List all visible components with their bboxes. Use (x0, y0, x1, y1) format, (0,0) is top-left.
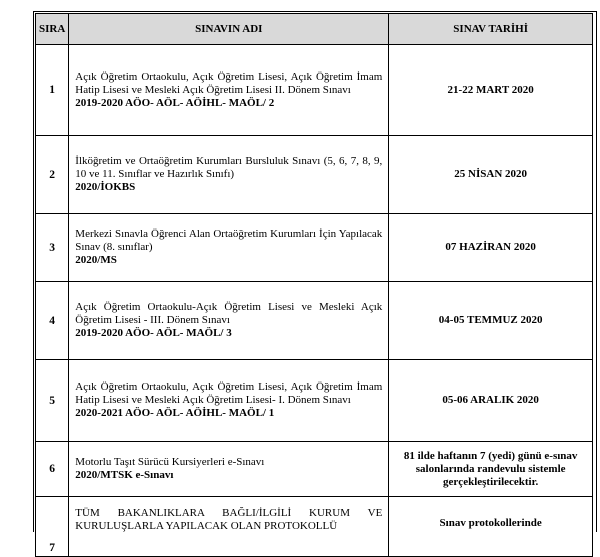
exam-description: Açık Öğretim Ortaokulu, Açık Öğretim Lisesi, Açık Öğretim İmam Hatip Lisesi ve Mesleki Açık Öğretim Lisesi- I. Dönem Sınavı (75, 381, 383, 406)
header-exam-date: SINAV TARİHİ (389, 14, 593, 45)
exam-description: TÜM BAKANLIKLARA BAĞLI/İLGİLİ KURUM VE KURULUŞLARLA YAPILACAK OLAN PROTOKOLLÜ (75, 507, 383, 532)
exam-date: Sınav protokollerinde (389, 497, 593, 557)
exam-date: 04-05 TEMMUZ 2020 (389, 282, 593, 360)
exam-code: 2020/MTSK e-Sınavı (75, 469, 174, 481)
exam-description: Açık Öğretim Ortaokulu, Açık Öğretim Lisesi, Açık Öğretim İmam Hatip Lisesi ve Mesleki Açık Öğretim Lisesi II. Dönem Sınavı (75, 70, 383, 96)
table-row (36, 442, 593, 497)
row-number: 4 (36, 282, 69, 360)
table-row (36, 360, 593, 442)
table-row (36, 45, 593, 136)
row-number: 2 (36, 136, 69, 214)
exam-name-cell (69, 136, 389, 214)
row-number: 6 (36, 442, 69, 497)
exam-name-cell (69, 442, 389, 497)
exam-description: İlköğretim ve Ortaöğretim Kurumları Bursluluk Sınavı (5, 6, 7, 8, 9, 10 ve 11. Sınıflar ve Hazırlık Sınıfı) (75, 155, 383, 180)
header-exam-name: SINAVIN ADI (69, 14, 389, 45)
exam-name-cell (69, 497, 389, 557)
exam-date: 07 HAZİRAN 2020 (389, 214, 593, 282)
exam-description: Açık Öğretim Ortaokulu-Açık Öğretim Lisesi ve Mesleki Açık Öğretim Lisesi - III. Dönem Sınavı (75, 301, 383, 326)
exam-date: 05-06 ARALIK 2020 (389, 360, 593, 442)
row-number: 1 (36, 45, 69, 136)
exam-code: 2019-2020 AÖO- AÖL- MAÖL/ 3 (75, 327, 232, 339)
exam-date: 21-22 MART 2020 (389, 45, 593, 136)
table-row (36, 497, 593, 557)
header-sira: SIRA (36, 14, 69, 45)
exam-code: 2020/MS (75, 254, 117, 266)
exam-description: Merkezi Sınavla Öğrenci Alan Ortaöğretim Kurumları İçin Yapılacak Sınav (8. sınıflar) (75, 228, 383, 253)
exam-code: 2020-2021 AÖO- AÖL- AÖİHL- MAÖL/ 1 (75, 407, 275, 419)
exam-name-cell (69, 45, 389, 136)
table-header-row (36, 14, 593, 45)
exam-date: 25 NİSAN 2020 (389, 136, 593, 214)
table-row (36, 282, 593, 360)
row-number: 7 (36, 497, 69, 557)
exam-code: 2020/İOKBS (75, 181, 136, 193)
row-number: 3 (36, 214, 69, 282)
exam-schedule-table (35, 13, 593, 557)
row-number: 5 (36, 360, 69, 442)
exam-name-cell (69, 282, 389, 360)
exam-date: 81 ilde haftanın 7 (yedi) günü e-sınav salonlarında randevulu sistemle gerçekleştirilecektir. (389, 442, 593, 497)
exam-code: 2019-2020 AÖO- AÖL- AÖİHL- MAÖL/ 2 (75, 96, 275, 109)
exam-name-cell (69, 360, 389, 442)
exam-description: Motorlu Taşıt Sürücü Kursiyerleri e-Sınavı (75, 456, 265, 468)
table-row (36, 136, 593, 214)
table-row (36, 214, 593, 282)
exam-name-cell (69, 214, 389, 282)
